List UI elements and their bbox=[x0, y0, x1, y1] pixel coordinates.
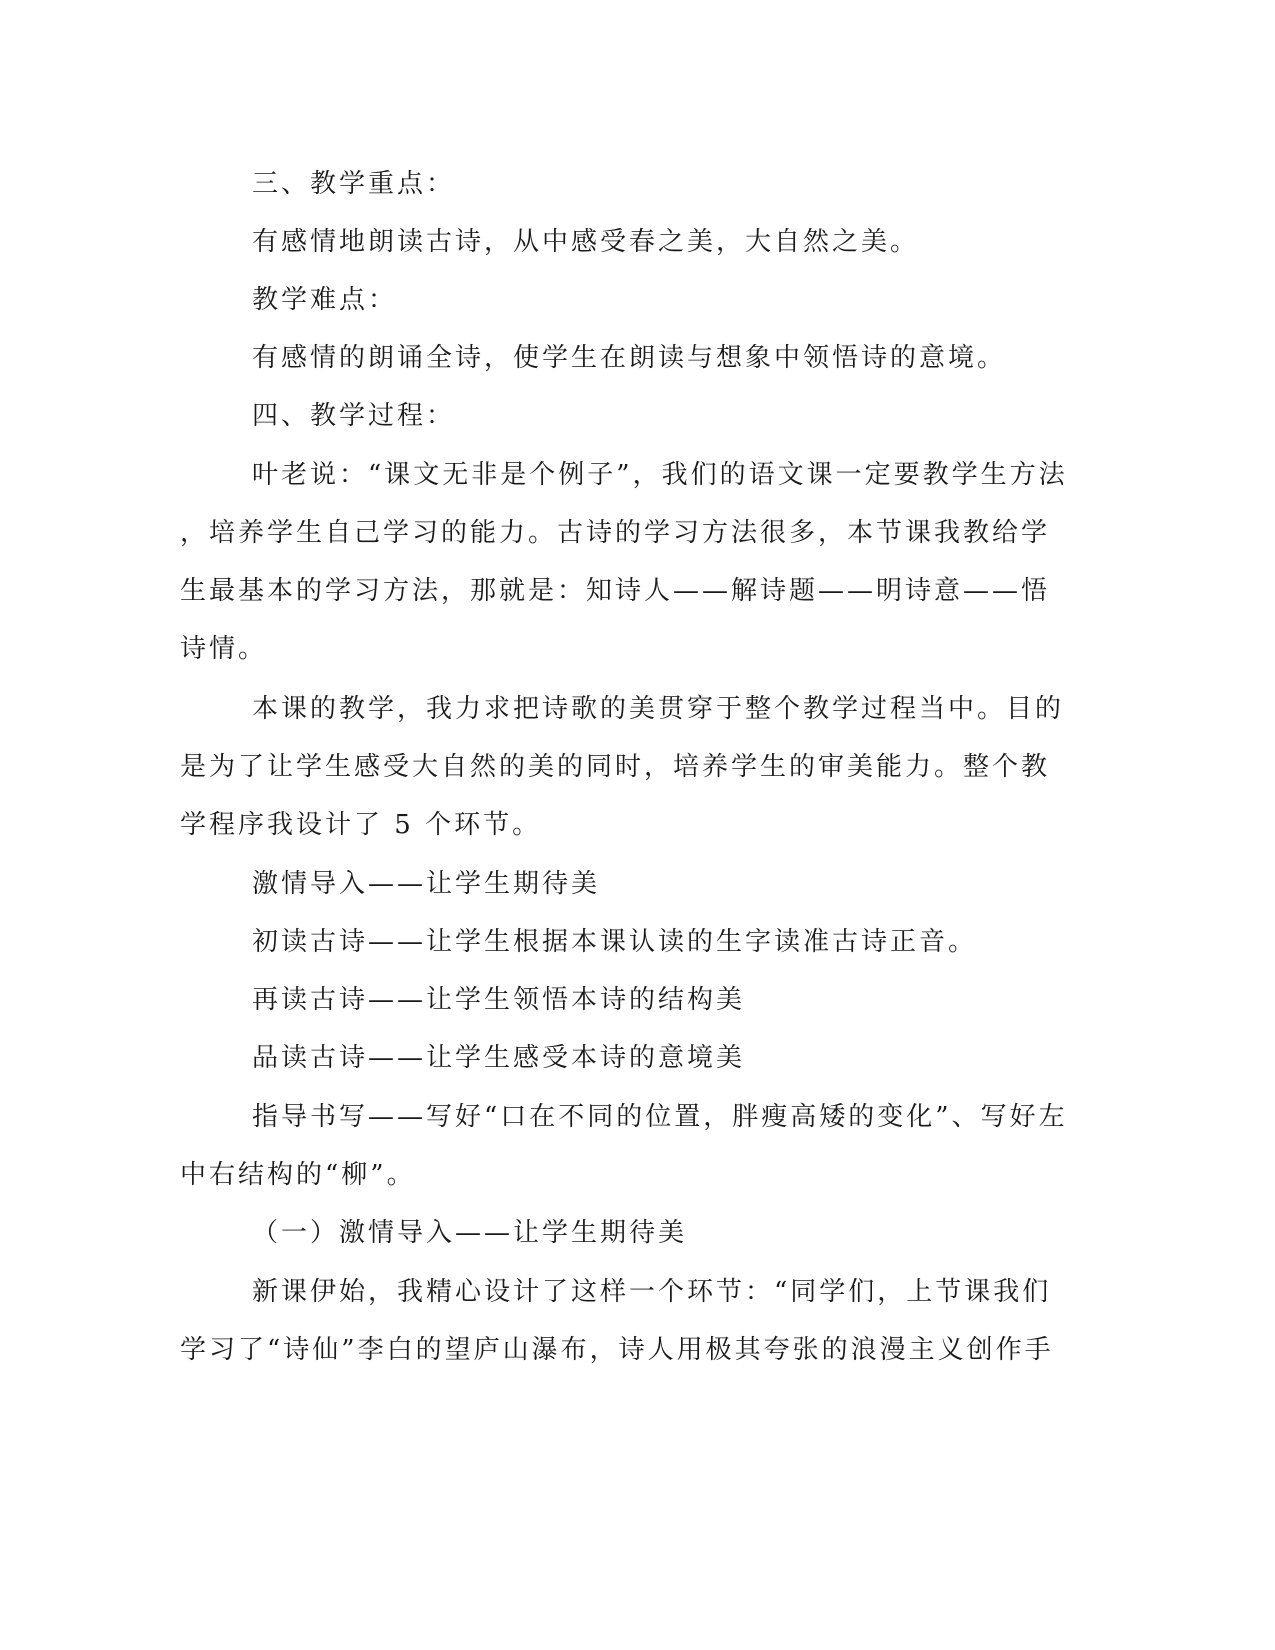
paragraph-line: 本课的教学，我力求把诗歌的美贯穿于整个教学过程当中。目的 bbox=[252, 694, 1065, 724]
paragraph-line: 学程序我设计了 5 个环节。 bbox=[180, 810, 542, 840]
step-item: 再读古诗——让学生领悟本诗的结构美 bbox=[252, 985, 746, 1015]
step-item: 初读古诗——让学生根据本课认读的生字读准古诗正音。 bbox=[252, 927, 978, 957]
subheading-teaching-difficulty: 教学难点： bbox=[252, 285, 398, 315]
paragraph-line: 有感情地朗读古诗，从中感受春之美，大自然之美。 bbox=[252, 227, 920, 257]
section-heading-teaching-focus: 三、教学重点： bbox=[252, 169, 456, 199]
paragraph-line: 有感情的朗诵全诗，使学生在朗读与想象中领悟诗的意境。 bbox=[252, 343, 1007, 373]
paragraph-line: 中右结构的“柳”。 bbox=[180, 1160, 416, 1190]
paragraph-line: 诗情。 bbox=[180, 634, 268, 664]
paragraph-line: ，培养学生自己学习的能力。古诗的学习方法很多，本节课我教给学 bbox=[180, 518, 1051, 548]
paragraph-line: 是为了让学生感受大自然的美的同时，培养学生的审美能力。整个教 bbox=[180, 752, 1051, 782]
step-item: 指导书写——写好“口在不同的位置，胖瘦高矮的变化”、写好左 bbox=[252, 1102, 1068, 1132]
section-heading-teaching-process: 四、教学过程： bbox=[252, 401, 456, 431]
paragraph-line: 叶老说：“课文无非是个例子”，我们的语文课一定要教学生方法 bbox=[252, 460, 1068, 490]
paragraph-line: 学习了“诗仙”李白的望庐山瀑布，诗人用极其夸张的浪漫主义创作手 bbox=[180, 1335, 1054, 1365]
step-item: 品读古诗——让学生感受本诗的意境美 bbox=[252, 1043, 746, 1073]
step-item: 激情导入——让学生期待美 bbox=[252, 869, 601, 899]
subsection-heading: （一）激情导入——让学生期待美 bbox=[252, 1218, 688, 1248]
paragraph-line: 生最基本的学习方法，那就是：知诗人——解诗题——明诗意——悟 bbox=[180, 576, 1051, 606]
paragraph-line: 新课伊始，我精心设计了这样一个环节：“同学们，上节课我们 bbox=[252, 1277, 1052, 1307]
